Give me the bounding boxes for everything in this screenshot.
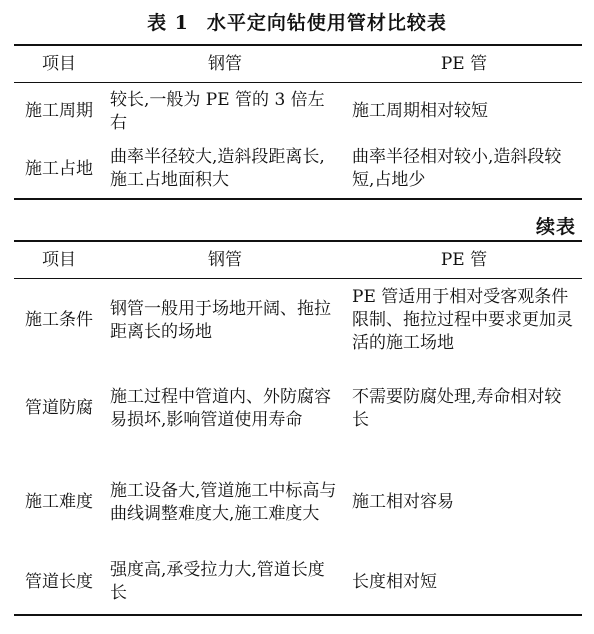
header-steel: 钢管 [104,45,346,83]
comparison-table-part-2 [14,240,582,616]
continued-label: 续表 [535,216,576,238]
row-pe-cell: 施工周期相对较短 [352,101,488,122]
row-steel-cell: 较长,一般为 PE 管的 3 倍左右 [110,89,325,133]
header-item: 项目 [14,45,104,83]
table-row [14,551,582,615]
row-steel-cell: 曲率半径较大,造斜段距离长,施工占地面积大 [110,147,325,190]
table-row [14,455,582,551]
row-item-label: 施工条件 [25,310,93,331]
row-item-label: 管道防腐 [25,398,93,418]
comparison-table-part-1 [14,44,582,200]
row-item-label: 管道长度 [25,571,93,592]
table-row [14,83,582,141]
row-item-label: 施工周期 [25,101,93,122]
row-pe-cell: 施工相对容易 [352,492,454,512]
row-pe-cell: PE 管适用于相对受客观条件限制、拖拉过程中要求更加灵活的施工场地 [352,287,573,354]
table-row [14,363,582,455]
header-pe: PE 管 [346,45,582,83]
header-row [14,45,582,83]
row-item-label: 施工难度 [25,492,93,512]
caption-title: 水平定向钻使用管材比较表 [206,12,447,34]
row-steel-cell: 施工设备大,管道施工中标高与曲线调整难度大,施工难度大 [110,480,337,524]
table-caption [0,8,594,35]
row-pe-cell: 曲率半径相对较小,造斜段较短,占地少 [352,147,562,190]
row-steel-cell: 钢管一般用于场地开阔、拖拉距离长的场地 [110,298,331,342]
header-steel: 钢管 [104,241,346,279]
header-pe: PE 管 [346,241,582,279]
header-row [14,241,582,279]
row-pe-cell: 长度相对短 [352,571,437,592]
table-row [14,279,582,363]
header-item: 项目 [14,241,104,279]
row-item-label: 施工占地 [25,158,93,179]
caption-number: 表 1 [147,12,189,34]
row-pe-cell: 不需要防腐处理,寿命相对较长 [352,386,562,430]
row-steel-cell: 施工过程中管道内、外防腐容易损坏,影响管道使用寿命 [110,386,331,430]
row-steel-cell: 强度高,承受拉力大,管道长度长 [110,560,325,603]
table-row [14,141,582,199]
